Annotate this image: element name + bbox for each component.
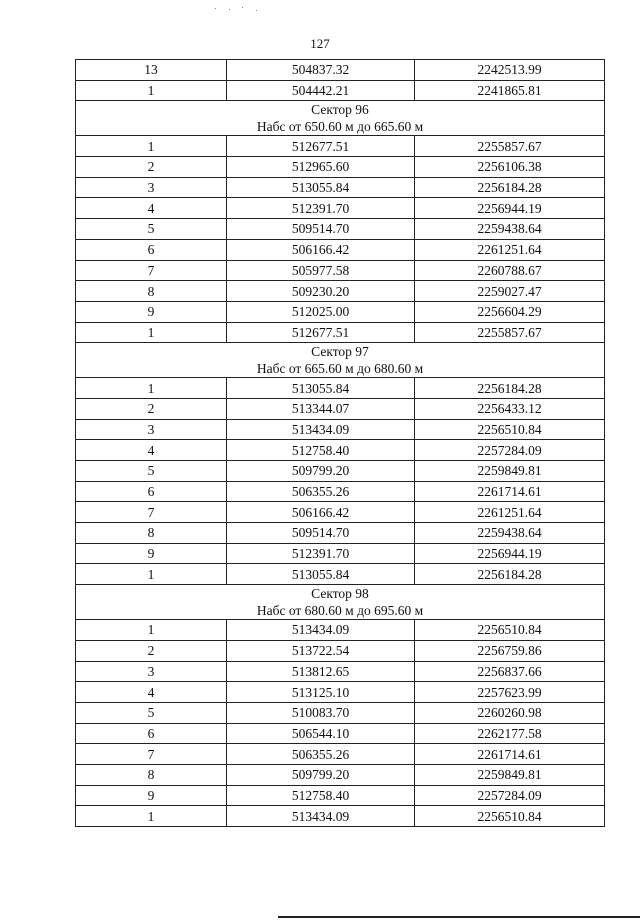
table-row bbox=[76, 281, 605, 302]
y-coordinate-cell: 2259027.47 bbox=[415, 281, 605, 302]
y-coordinate-cell: 2256944.19 bbox=[415, 543, 605, 564]
table-row bbox=[76, 419, 605, 440]
sector-header-cell bbox=[76, 585, 605, 620]
scan-artifact bbox=[215, 6, 275, 12]
x-coordinate-cell: 513125.10 bbox=[227, 682, 415, 703]
x-coordinate-cell: 513055.84 bbox=[227, 177, 415, 198]
table-row bbox=[76, 322, 605, 343]
table-row bbox=[76, 806, 605, 827]
point-number-cell: 6 bbox=[76, 481, 227, 502]
y-coordinate-cell: 2256944.19 bbox=[415, 198, 605, 219]
table-row bbox=[76, 543, 605, 564]
table-row bbox=[76, 640, 605, 661]
y-coordinate-cell: 2256106.38 bbox=[415, 157, 605, 178]
sector-header-row bbox=[76, 101, 605, 136]
point-number-cell: 9 bbox=[76, 543, 227, 564]
coordinates-table-body bbox=[76, 60, 605, 827]
x-coordinate-cell: 513722.54 bbox=[227, 640, 415, 661]
sector-header-cell bbox=[76, 101, 605, 136]
y-coordinate-cell: 2256184.28 bbox=[415, 177, 605, 198]
point-number-cell: 9 bbox=[76, 301, 227, 322]
x-coordinate-cell: 513434.09 bbox=[227, 806, 415, 827]
table-row bbox=[76, 661, 605, 682]
y-coordinate-cell: 2257623.99 bbox=[415, 682, 605, 703]
y-coordinate-cell: 2257284.09 bbox=[415, 785, 605, 806]
table-row bbox=[76, 60, 605, 81]
point-number-cell: 1 bbox=[76, 806, 227, 827]
table-row bbox=[76, 219, 605, 240]
table-row bbox=[76, 682, 605, 703]
x-coordinate-cell: 506355.26 bbox=[227, 744, 415, 765]
table-row bbox=[76, 764, 605, 785]
point-number-cell: 1 bbox=[76, 564, 227, 585]
coordinates-table bbox=[75, 59, 605, 827]
point-number-cell: 1 bbox=[76, 80, 227, 101]
table-row bbox=[76, 461, 605, 482]
point-number-cell: 8 bbox=[76, 523, 227, 544]
x-coordinate-cell: 512677.51 bbox=[227, 322, 415, 343]
point-number-cell: 7 bbox=[76, 744, 227, 765]
y-coordinate-cell: 2256510.84 bbox=[415, 806, 605, 827]
y-coordinate-cell: 2259438.64 bbox=[415, 523, 605, 544]
table-row bbox=[76, 398, 605, 419]
y-coordinate-cell: 2256184.28 bbox=[415, 378, 605, 399]
scan-edge-line bbox=[278, 916, 640, 918]
sector-title: Сектор 96 bbox=[311, 102, 369, 118]
y-coordinate-cell: 2256759.86 bbox=[415, 640, 605, 661]
y-coordinate-cell: 2260260.98 bbox=[415, 702, 605, 723]
x-coordinate-cell: 512391.70 bbox=[227, 543, 415, 564]
sector-height-range: Набс от 680.60 м до 695.60 м bbox=[256, 603, 424, 619]
y-coordinate-cell: 2262177.58 bbox=[415, 723, 605, 744]
y-coordinate-cell: 2256184.28 bbox=[415, 564, 605, 585]
table-row bbox=[76, 744, 605, 765]
point-number-cell: 2 bbox=[76, 640, 227, 661]
point-number-cell: 1 bbox=[76, 620, 227, 641]
x-coordinate-cell: 509230.20 bbox=[227, 281, 415, 302]
y-coordinate-cell: 2259849.81 bbox=[415, 764, 605, 785]
table-row bbox=[76, 301, 605, 322]
y-coordinate-cell: 2256433.12 bbox=[415, 398, 605, 419]
sector-header-row bbox=[76, 585, 605, 620]
point-number-cell: 1 bbox=[76, 322, 227, 343]
sector-header-row bbox=[76, 343, 605, 378]
table-row bbox=[76, 785, 605, 806]
x-coordinate-cell: 505977.58 bbox=[227, 260, 415, 281]
point-number-cell: 2 bbox=[76, 157, 227, 178]
point-number-cell: 5 bbox=[76, 219, 227, 240]
point-number-cell: 1 bbox=[76, 136, 227, 157]
point-number-cell: 6 bbox=[76, 239, 227, 260]
y-coordinate-cell: 2261251.64 bbox=[415, 239, 605, 260]
point-number-cell: 7 bbox=[76, 502, 227, 523]
x-coordinate-cell: 513055.84 bbox=[227, 378, 415, 399]
point-number-cell: 9 bbox=[76, 785, 227, 806]
table-row bbox=[76, 620, 605, 641]
y-coordinate-cell: 2260788.67 bbox=[415, 260, 605, 281]
y-coordinate-cell: 2261714.61 bbox=[415, 481, 605, 502]
point-number-cell: 2 bbox=[76, 398, 227, 419]
y-coordinate-cell: 2255857.67 bbox=[415, 136, 605, 157]
y-coordinate-cell: 2259438.64 bbox=[415, 219, 605, 240]
x-coordinate-cell: 513812.65 bbox=[227, 661, 415, 682]
point-number-cell: 4 bbox=[76, 440, 227, 461]
table-row bbox=[76, 523, 605, 544]
point-number-cell: 1 bbox=[76, 378, 227, 399]
y-coordinate-cell: 2256510.84 bbox=[415, 620, 605, 641]
point-number-cell: 5 bbox=[76, 461, 227, 482]
point-number-cell: 3 bbox=[76, 419, 227, 440]
point-number-cell: 4 bbox=[76, 198, 227, 219]
x-coordinate-cell: 512758.40 bbox=[227, 785, 415, 806]
point-number-cell: 8 bbox=[76, 281, 227, 302]
y-coordinate-cell: 2242513.99 bbox=[415, 60, 605, 81]
x-coordinate-cell: 513434.09 bbox=[227, 620, 415, 641]
y-coordinate-cell: 2256604.29 bbox=[415, 301, 605, 322]
y-coordinate-cell: 2259849.81 bbox=[415, 461, 605, 482]
table-row bbox=[76, 723, 605, 744]
x-coordinate-cell: 512025.00 bbox=[227, 301, 415, 322]
x-coordinate-cell: 504442.21 bbox=[227, 80, 415, 101]
table-row bbox=[76, 239, 605, 260]
point-number-cell: 4 bbox=[76, 682, 227, 703]
table-row bbox=[76, 80, 605, 101]
table-row bbox=[76, 502, 605, 523]
x-coordinate-cell: 509799.20 bbox=[227, 764, 415, 785]
x-coordinate-cell: 513055.84 bbox=[227, 564, 415, 585]
table-row bbox=[76, 177, 605, 198]
point-number-cell: 3 bbox=[76, 661, 227, 682]
y-coordinate-cell: 2241865.81 bbox=[415, 80, 605, 101]
x-coordinate-cell: 513344.07 bbox=[227, 398, 415, 419]
point-number-cell: 13 bbox=[76, 60, 227, 81]
x-coordinate-cell: 506166.42 bbox=[227, 502, 415, 523]
point-number-cell: 6 bbox=[76, 723, 227, 744]
table-row bbox=[76, 260, 605, 281]
x-coordinate-cell: 513434.09 bbox=[227, 419, 415, 440]
y-coordinate-cell: 2256510.84 bbox=[415, 419, 605, 440]
x-coordinate-cell: 509514.70 bbox=[227, 523, 415, 544]
sector-height-range: Набс от 650.60 м до 665.60 м bbox=[256, 119, 424, 135]
x-coordinate-cell: 504837.32 bbox=[227, 60, 415, 81]
table-row bbox=[76, 198, 605, 219]
sector-title: Сектор 97 bbox=[311, 344, 369, 360]
x-coordinate-cell: 512965.60 bbox=[227, 157, 415, 178]
point-number-cell: 5 bbox=[76, 702, 227, 723]
point-number-cell: 7 bbox=[76, 260, 227, 281]
x-coordinate-cell: 506355.26 bbox=[227, 481, 415, 502]
sector-height-range: Набс от 665.60 м до 680.60 м bbox=[256, 361, 424, 377]
x-coordinate-cell: 509799.20 bbox=[227, 461, 415, 482]
table-row bbox=[76, 702, 605, 723]
x-coordinate-cell: 510083.70 bbox=[227, 702, 415, 723]
table-row bbox=[76, 481, 605, 502]
x-coordinate-cell: 509514.70 bbox=[227, 219, 415, 240]
y-coordinate-cell: 2261251.64 bbox=[415, 502, 605, 523]
x-coordinate-cell: 506544.10 bbox=[227, 723, 415, 744]
point-number-cell: 8 bbox=[76, 764, 227, 785]
sector-title: Сектор 98 bbox=[311, 586, 369, 602]
table-row bbox=[76, 378, 605, 399]
table-row bbox=[76, 564, 605, 585]
y-coordinate-cell: 2257284.09 bbox=[415, 440, 605, 461]
sector-header-cell bbox=[76, 343, 605, 378]
y-coordinate-cell: 2261714.61 bbox=[415, 744, 605, 765]
table-row bbox=[76, 136, 605, 157]
x-coordinate-cell: 512677.51 bbox=[227, 136, 415, 157]
table-row bbox=[76, 157, 605, 178]
y-coordinate-cell: 2255857.67 bbox=[415, 322, 605, 343]
x-coordinate-cell: 512758.40 bbox=[227, 440, 415, 461]
page-number: 127 bbox=[310, 36, 330, 51]
y-coordinate-cell: 2256837.66 bbox=[415, 661, 605, 682]
point-number-cell: 3 bbox=[76, 177, 227, 198]
x-coordinate-cell: 506166.42 bbox=[227, 239, 415, 260]
table-row bbox=[76, 440, 605, 461]
x-coordinate-cell: 512391.70 bbox=[227, 198, 415, 219]
